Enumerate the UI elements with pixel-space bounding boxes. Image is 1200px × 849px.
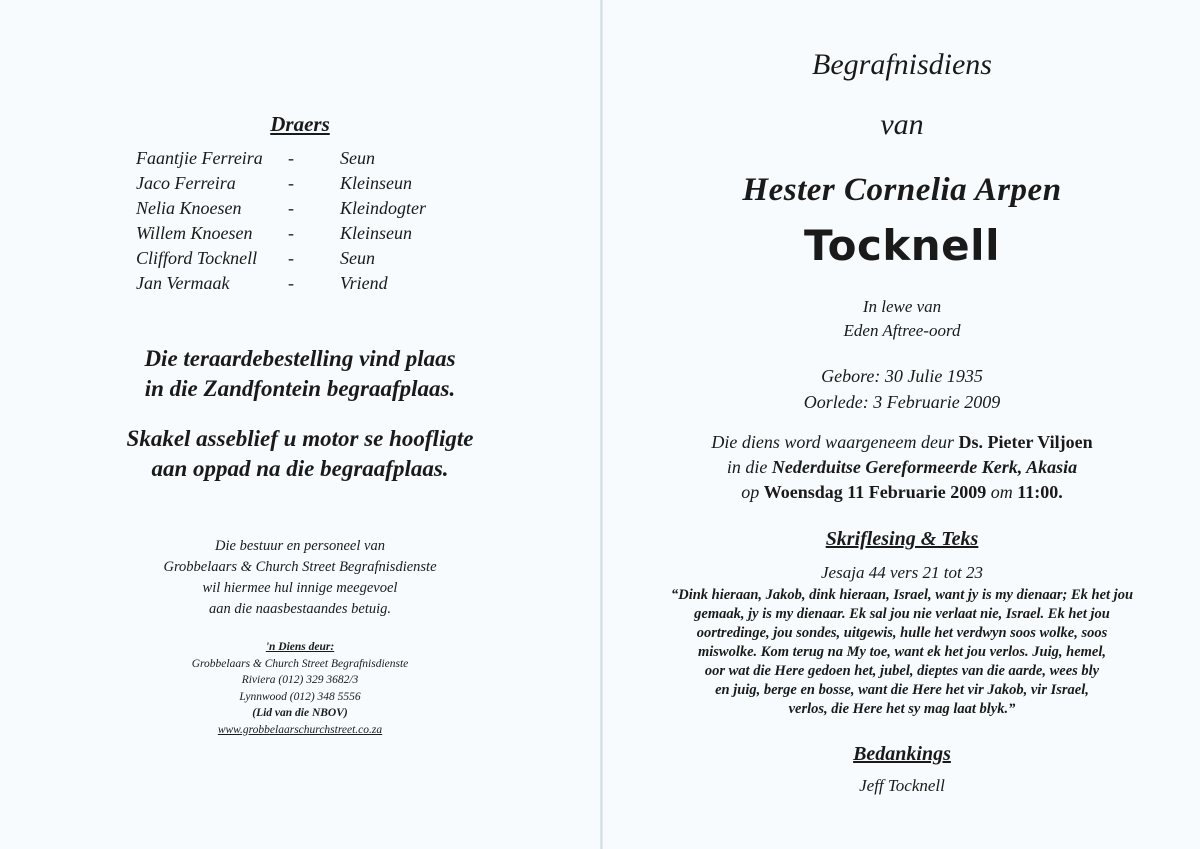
scripture-quote (604, 586, 1200, 719)
bearer-dash: - (288, 148, 294, 168)
quote-line: oor wat die Here gedoen het, jubel, dieptes van die aarde, wees bly (704, 663, 1100, 679)
quote-line: en juig, berge en bosse, want die Here het vir Jakob, vir Israel, (715, 682, 1089, 698)
bearer-name: Nelia Knoesen (136, 198, 242, 218)
service-line (604, 430, 1200, 455)
burial-notice (0, 344, 600, 404)
bearer-dash: - (288, 248, 294, 268)
in-lewe-van: In lewe van (862, 297, 942, 316)
minister-name: Ds. Pieter Viljoen (958, 432, 1093, 452)
service-phone-lynnwood: Lynnwood (012) 348 5556 (239, 690, 361, 703)
service-phone-riviera: Riviera (012) 329 3682/3 (241, 674, 359, 686)
bearer-relation: Kleinseun (340, 223, 412, 243)
deceased-given-names: Hester Cornelia Arpen (742, 172, 1062, 208)
date-born: Gebore: 30 Julie 1935 (821, 366, 983, 386)
church-name: Nederduitse Gereformeerde Kerk, Akasia (771, 457, 1078, 477)
bearer-relation: Seun (340, 248, 375, 268)
quote-line: oortredinge, jou sondes, uitgewis, hulle het verdwyn soos wolke, soos (696, 625, 1108, 641)
bearer-relation: Seun (340, 148, 375, 168)
heading: Begrafnisdiens (812, 48, 992, 81)
quote-line: verlos, die Here het sy mag laat blyk.” (788, 701, 1016, 717)
quote-line: “Dink hieraan, Jakob, dink hieraan, Israel, want jy is my dienaar; Ek het jou (670, 587, 1134, 603)
in-die-text: in die (726, 457, 772, 477)
service-time: 11:00. (1017, 482, 1063, 502)
page-fold (600, 0, 603, 849)
bearer-dash: - (288, 273, 294, 293)
right-page (604, 0, 1200, 849)
thanks-title: Bedankings (853, 743, 951, 765)
bearer-dash: - (288, 223, 294, 243)
bearer-name: Willem Knoesen (136, 223, 253, 243)
om-text: om (986, 482, 1018, 502)
bearer-relation: Kleindogter (340, 198, 426, 218)
deceased-surname: Tocknell (804, 221, 1000, 270)
bearer-relation: Vriend (340, 273, 388, 293)
headlights-notice (0, 424, 600, 484)
quote-line: gemaak, jy is my dienaar. Ek sal jou nie verlaat nie, Israel. Ek het jou (694, 606, 1110, 622)
bearer-name: Clifford Tocknell (136, 248, 258, 268)
residence: Eden Aftree-oord (843, 321, 961, 340)
datetime-line (604, 480, 1200, 505)
thanks-name: Jeff Tocknell (859, 776, 945, 795)
reading-reference: Jesaja 44 vers 21 tot 23 (821, 563, 983, 582)
headlights-line: Skakel asseblief u motor se hoofligte (126, 426, 474, 451)
burial-line: Die teraardebestelling vind plaas (144, 346, 456, 371)
quote-line: miswolke. Kom terug na My toe, want ek het jou verlos. Juig, hemel, (697, 644, 1107, 660)
service-membership: (Lid van die NBOV) (252, 707, 348, 719)
service-pre-text: Die diens word waargeneem deur (711, 432, 959, 452)
bearer-name: Faantjie Ferreira (136, 148, 263, 168)
condolence-message (0, 536, 600, 620)
condolence-line: Grobbelaars & Church Street Begrafnisdienste (163, 559, 437, 575)
bearer-name: Jaco Ferreira (136, 173, 236, 193)
funeral-service-info (0, 639, 600, 738)
reading-title: Skriflesing & Teks (825, 528, 979, 550)
bearer-dash: - (288, 198, 294, 218)
service-by-title: 'n Diens deur: (265, 641, 335, 653)
condolence-line: wil hiermee hul innige meegevoel (202, 580, 398, 596)
residence-info (604, 295, 1200, 343)
bearer-name: Jan Vermaak (136, 273, 230, 293)
service-date: Woensdag 11 Februarie 2009 (763, 482, 987, 502)
church-line (604, 455, 1200, 480)
burial-line: in die Zandfontein begraafplaas. (144, 376, 456, 401)
service-website-link[interactable]: www.grobbelaarschurchstreet.co.za (217, 723, 383, 736)
date-died: Oorlede: 3 Februarie 2009 (803, 392, 1001, 412)
condolence-line: Die bestuur en personeel van (215, 538, 385, 554)
life-dates (604, 363, 1200, 415)
headlights-line: aan oppad na die begraafplaas. (151, 456, 449, 481)
service-company: Grobbelaars & Church Street Begrafnisdienste (191, 657, 409, 670)
service-details (604, 430, 1200, 505)
condolence-line: aan die naasbestaandes betuig. (208, 601, 392, 617)
heading-van: van (880, 108, 924, 141)
op-text: op (741, 482, 764, 502)
bearers-title: Draers (270, 112, 330, 136)
bearer-relation: Kleinseun (340, 173, 412, 193)
bearer-dash: - (288, 173, 294, 193)
